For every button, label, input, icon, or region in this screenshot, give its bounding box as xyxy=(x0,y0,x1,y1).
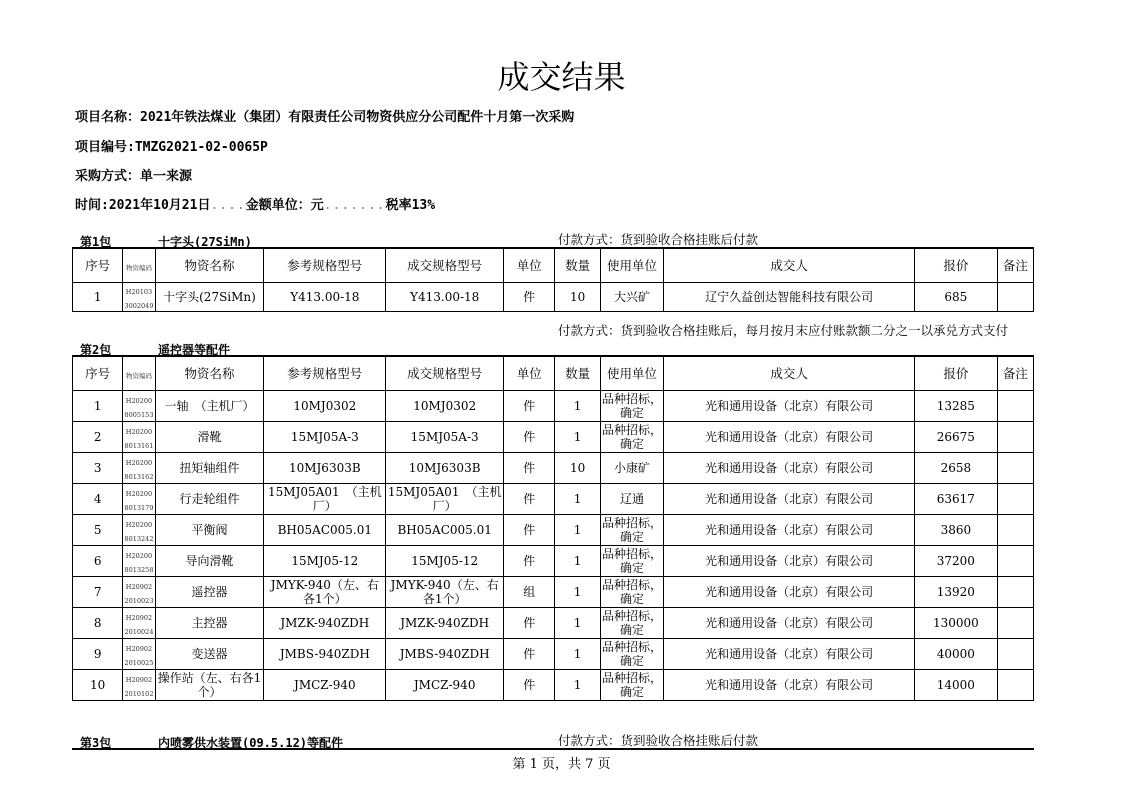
cell-ref-spec: 15MJ05A-3 xyxy=(264,422,386,453)
header-cell: 报价 xyxy=(915,357,998,391)
cell-qty: 1 xyxy=(555,515,600,546)
cell-note xyxy=(997,608,1033,639)
cell-name: 滑靴 xyxy=(155,422,264,453)
cell-user: 品种招标，确定 xyxy=(602,392,663,420)
cell-user: 辽通 xyxy=(600,484,663,515)
cell-price: 13285 xyxy=(915,391,998,422)
dot-leader: .... xyxy=(210,198,246,213)
cell-winner: 光和通用设备（北京）有限公司 xyxy=(664,577,915,608)
cell-name: 操作站（左、右各1个） xyxy=(155,670,264,701)
cell-price: 3860 xyxy=(915,515,998,546)
package-3-label: 第3包 xyxy=(80,736,112,750)
package-2-payment: 付款方式：货到验收合格挂账后，每月按月末应付账款额二分之一以承兑方式支付 xyxy=(558,323,1009,338)
cell-code: H202008013242 xyxy=(123,515,155,546)
cell-user: 品种招标，确定 xyxy=(602,640,663,668)
cell-name: 遥控器 xyxy=(155,577,264,608)
header-cell: 成交规格型号 xyxy=(386,249,504,283)
cell-unit: 件 xyxy=(504,670,555,701)
cell-winner: 光和通用设备（北京）有限公司 xyxy=(664,391,915,422)
cell-price: 26675 xyxy=(915,422,998,453)
cell-note xyxy=(997,391,1033,422)
cell-note xyxy=(997,422,1033,453)
cell-ref-spec: JMBS-940ZDH xyxy=(264,639,386,670)
header-cell: 物资编码 xyxy=(123,249,155,283)
page-title: 成交结果 xyxy=(497,58,626,96)
cell-unit: 组 xyxy=(504,577,555,608)
header-cell: 使用单位 xyxy=(600,249,663,283)
cell-user: 品种招标，确定 xyxy=(602,547,663,575)
cell-name: 扭矩轴组件 xyxy=(155,453,264,484)
cell-no: 9 xyxy=(73,639,123,670)
cell-no: 5 xyxy=(73,515,123,546)
cell-no: 10 xyxy=(73,670,123,701)
table-row xyxy=(73,608,1034,639)
page-footer: 第 1 页，共 7 页 xyxy=(512,757,611,772)
cell-code: H209022010102 xyxy=(123,670,155,701)
cell-note xyxy=(997,670,1033,701)
cell-winner: 光和通用设备（北京）有限公司 xyxy=(664,422,915,453)
cell-winner: 光和通用设备（北京）有限公司 xyxy=(664,546,915,577)
project-name: 项目名称：2021年铁法煤业（集团）有限责任公司物资供应分公司配件十月第一次采购 xyxy=(75,110,575,125)
procurement-method: 采购方式：单一来源 xyxy=(75,169,193,184)
table-row xyxy=(73,391,1034,422)
header-cell: 备注 xyxy=(997,249,1033,283)
table-row xyxy=(73,484,1034,515)
cell-user: 大兴矿 xyxy=(600,283,663,312)
table-row xyxy=(73,453,1034,484)
cell-no: 3 xyxy=(73,453,123,484)
amount-unit-label: 金额单位：元 xyxy=(245,198,324,213)
cell-name: 一轴 （主机厂） xyxy=(155,391,264,422)
cell-winner: 光和通用设备（北京）有限公司 xyxy=(664,453,915,484)
cell-unit: 件 xyxy=(504,484,555,515)
date-label: 时间:2021年10月21日 xyxy=(75,198,211,213)
cell-winner: 光和通用设备（北京）有限公司 xyxy=(664,515,915,546)
header-cell: 报价 xyxy=(915,249,998,283)
cell-qty: 1 xyxy=(555,546,600,577)
header-cell: 备注 xyxy=(997,357,1033,391)
cell-deal-spec: JMYK-940（左、右各1个） xyxy=(386,577,504,608)
cell-ref-spec: BH05AC005.01 xyxy=(264,515,386,546)
cell-ref-spec: 15MJ05-12 xyxy=(264,546,386,577)
package-2-rows xyxy=(73,391,1034,701)
cell-qty: 1 xyxy=(555,484,600,515)
cell-unit: 件 xyxy=(504,283,555,312)
cell-winner: 辽宁久益创达智能科技有限公司 xyxy=(664,283,915,312)
cell-qty: 1 xyxy=(555,422,600,453)
header-cell: 单位 xyxy=(504,357,555,391)
cell-deal-spec: 10MJ0302 xyxy=(386,391,504,422)
cell-unit: 件 xyxy=(504,515,555,546)
cell-price: 2658 xyxy=(915,453,998,484)
header-cell: 使用单位 xyxy=(600,357,663,391)
cell-deal-spec: 15MJ05A-3 xyxy=(386,422,504,453)
cell-user: 品种招标，确定 xyxy=(602,671,663,699)
table-row xyxy=(73,546,1034,577)
cell-unit: 件 xyxy=(504,391,555,422)
cell-no: 6 xyxy=(73,546,123,577)
cell-ref-spec: JMYK-940（左、右各1个） xyxy=(264,577,386,608)
cell-note xyxy=(997,515,1033,546)
cell-ref-spec: 10MJ0302 xyxy=(264,391,386,422)
cell-user: 品种招标，确定 xyxy=(602,578,663,606)
package-2-name: 遥控器等配件 xyxy=(158,343,231,357)
cell-name: 行走轮组件 xyxy=(155,484,264,515)
cell-user: 品种招标，确定 xyxy=(602,609,663,637)
table-row xyxy=(73,670,1034,701)
table-row xyxy=(73,515,1034,546)
cell-no: 1 xyxy=(73,391,123,422)
cell-no: 2 xyxy=(73,422,123,453)
package-3-rule xyxy=(72,748,1034,750)
cell-qty: 1 xyxy=(555,670,600,701)
cell-qty: 1 xyxy=(555,577,600,608)
cell-note xyxy=(997,453,1033,484)
table-row xyxy=(73,577,1034,608)
cell-price: 63617 xyxy=(915,484,998,515)
header-cell: 数量 xyxy=(555,249,600,283)
cell-code: H209022010024 xyxy=(123,608,155,639)
cell-price: 14000 xyxy=(915,670,998,701)
cell-winner: 光和通用设备（北京）有限公司 xyxy=(664,639,915,670)
cell-winner: 光和通用设备（北京）有限公司 xyxy=(664,608,915,639)
cell-winner: 光和通用设备（北京）有限公司 xyxy=(664,484,915,515)
package-2-label: 第2包 xyxy=(80,343,112,357)
cell-qty: 10 xyxy=(555,453,600,484)
cell-qty: 1 xyxy=(555,608,600,639)
cell-no: 7 xyxy=(73,577,123,608)
cell-ref-spec: JMCZ-940 xyxy=(264,670,386,701)
cell-deal-spec: 15MJ05-12 xyxy=(386,546,504,577)
dot-leader: ....... xyxy=(323,198,386,213)
table-row xyxy=(73,283,1034,312)
cell-unit: 件 xyxy=(504,608,555,639)
cell-user: 小康矿 xyxy=(600,453,663,484)
cell-code: H209022010025 xyxy=(123,639,155,670)
cell-note xyxy=(997,546,1033,577)
cell-deal-spec: BH05AC005.01 xyxy=(386,515,504,546)
cell-unit: 件 xyxy=(504,546,555,577)
cell-deal-spec: 15MJ05A01 （主机厂） xyxy=(386,484,504,515)
header-cell: 成交人 xyxy=(664,249,915,283)
cell-ref-spec: 10MJ6303B xyxy=(264,453,386,484)
cell-name: 十字头(27SiMn) xyxy=(155,283,264,312)
cell-name: 平衡阀 xyxy=(155,515,264,546)
cell-deal-spec: JMCZ-940 xyxy=(386,670,504,701)
cell-no: 4 xyxy=(73,484,123,515)
cell-unit: 件 xyxy=(504,639,555,670)
cell-price: 37200 xyxy=(915,546,998,577)
package-1-label: 第1包 xyxy=(80,235,112,249)
cell-ref-spec: JMZK-940ZDH xyxy=(264,608,386,639)
project-number: 项目编号:TMZG2021-02-0065P xyxy=(75,140,268,155)
cell-user: 品种招标，确定 xyxy=(602,423,663,451)
package-3-name: 内喷雾供水装置(09.5.12)等配件 xyxy=(158,736,344,750)
cell-code: H202008013161 xyxy=(123,422,155,453)
header-cell: 序号 xyxy=(73,249,123,283)
cell-qty: 1 xyxy=(555,639,600,670)
header-cell: 参考规格型号 xyxy=(264,357,386,391)
tax-rate-label: 税率13% xyxy=(385,198,436,213)
cell-no: 8 xyxy=(73,608,123,639)
cell-deal-spec: Y413.00-18 xyxy=(386,283,504,312)
cell-name: 变送器 xyxy=(155,639,264,670)
cell-code: H202008013179 xyxy=(123,484,155,515)
cell-name: 导向滑靴 xyxy=(155,546,264,577)
cell-price: 40000 xyxy=(915,639,998,670)
header-cell: 物资名称 xyxy=(155,357,264,391)
cell-unit: 件 xyxy=(504,422,555,453)
cell-code: H209022010023 xyxy=(123,577,155,608)
table-header-row xyxy=(73,357,1034,391)
cell-note xyxy=(997,283,1033,312)
package-3-payment: 付款方式：货到验收合格挂账后付款 xyxy=(558,733,759,748)
cell-price: 13920 xyxy=(915,577,998,608)
cell-deal-spec: JMBS-940ZDH xyxy=(386,639,504,670)
cell-qty: 1 xyxy=(555,391,600,422)
header-cell: 物资名称 xyxy=(155,249,264,283)
cell-note xyxy=(997,577,1033,608)
cell-code: H202008013258 xyxy=(123,546,155,577)
table-row xyxy=(73,422,1034,453)
package-1-table xyxy=(72,248,1034,312)
cell-user: 品种招标，确定 xyxy=(602,516,663,544)
cell-qty: 10 xyxy=(555,283,600,312)
cell-no: 1 xyxy=(73,283,123,312)
cell-deal-spec: 10MJ6303B xyxy=(386,453,504,484)
cell-name: 主控器 xyxy=(155,608,264,639)
cell-code: H202008005153 xyxy=(123,391,155,422)
table-header-row xyxy=(73,249,1034,283)
package-1-name: 十字头(27SiMn) xyxy=(158,235,252,249)
header-cell: 数量 xyxy=(555,357,600,391)
header-cell: 序号 xyxy=(73,357,123,391)
package-2-table xyxy=(72,356,1034,701)
cell-unit: 件 xyxy=(504,453,555,484)
cell-price: 685 xyxy=(915,283,998,312)
cell-deal-spec: JMZK-940ZDH xyxy=(386,608,504,639)
cell-code: H201033002049 xyxy=(123,283,155,312)
cell-ref-spec: 15MJ05A01 （主机厂） xyxy=(264,484,386,515)
header-cell: 单位 xyxy=(504,249,555,283)
header-cell: 参考规格型号 xyxy=(264,249,386,283)
cell-winner: 光和通用设备（北京）有限公司 xyxy=(664,670,915,701)
package-1-payment: 付款方式：货到验收合格挂账后付款 xyxy=(558,232,759,247)
header-cell: 成交人 xyxy=(664,357,915,391)
cell-note xyxy=(997,484,1033,515)
header-cell: 物资编码 xyxy=(123,357,155,391)
time-line xyxy=(75,194,435,213)
header-cell: 成交规格型号 xyxy=(386,357,504,391)
cell-ref-spec: Y413.00-18 xyxy=(264,283,386,312)
cell-code: H202008013162 xyxy=(123,453,155,484)
cell-note xyxy=(997,639,1033,670)
cell-price: 130000 xyxy=(915,608,998,639)
table-row xyxy=(73,639,1034,670)
